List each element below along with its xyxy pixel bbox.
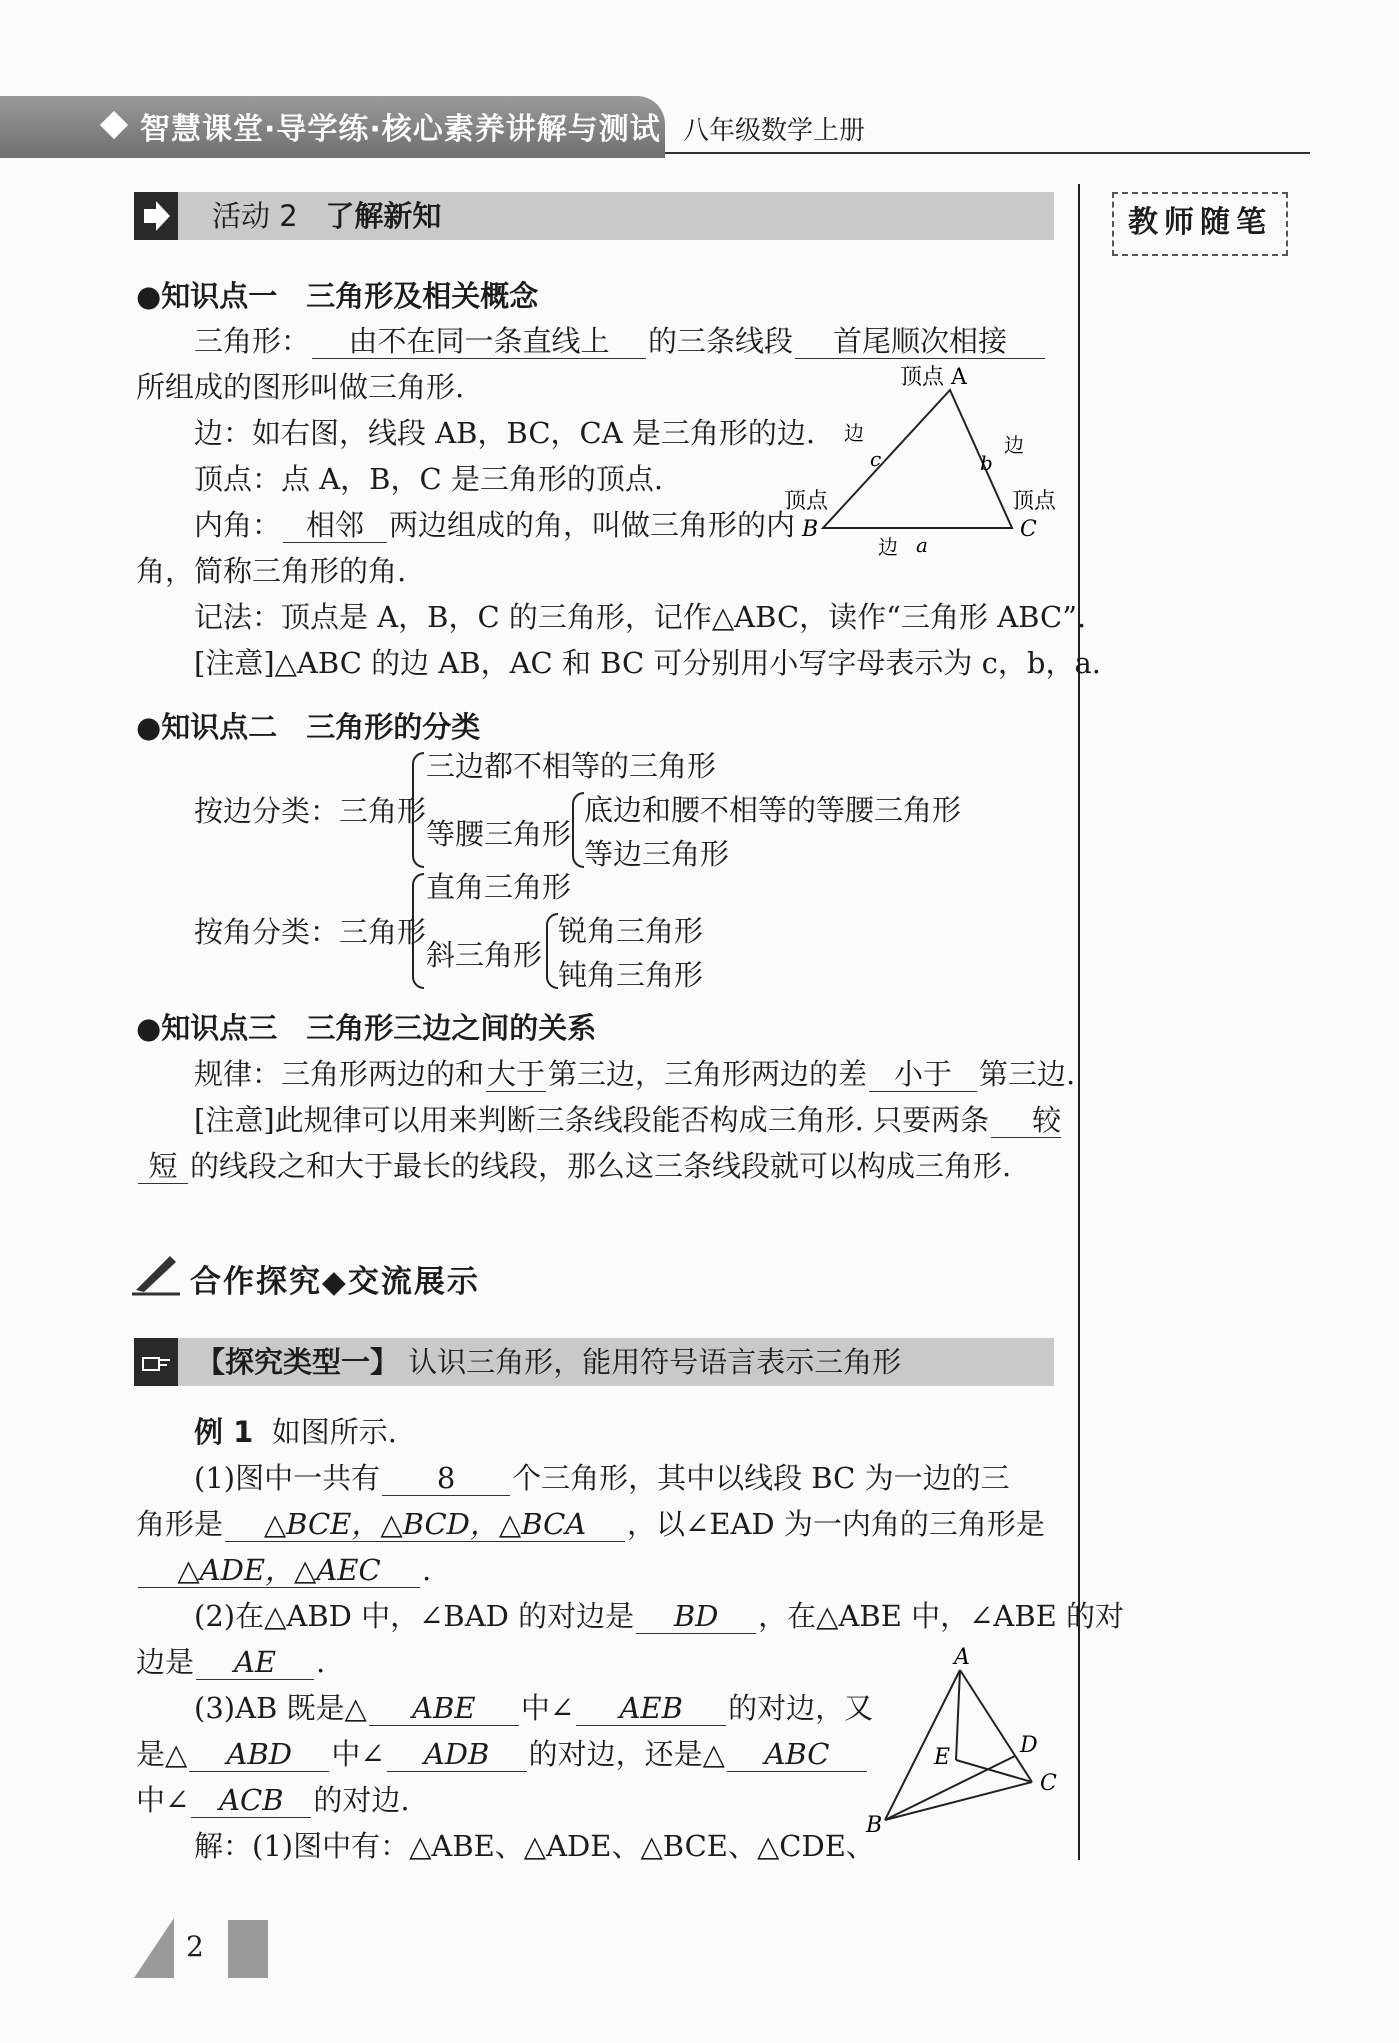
point-b-label: B [866,1813,883,1838]
q-text: 中∠ [136,1783,190,1817]
activity-label: 活动 2 [212,199,298,233]
answer-blank: AEB [576,1691,726,1726]
answer-blank: AE [196,1645,314,1680]
answer-blank: 相邻 [283,508,387,543]
answer-blank: 短 [138,1149,188,1184]
vertex-c-label: C [1020,517,1037,542]
activity-title: 了解新知 [325,199,442,233]
q-text: 的对边，还是△ [528,1737,725,1771]
header-rule [665,152,1310,154]
pen-icon [132,1252,180,1296]
angle-text: 两边组成的角，叫做三角形的内 [389,508,796,542]
kp3-rule [194,1054,1075,1094]
answer-blank: 由不在同一条直线上 [312,324,646,359]
q-text: 的对边. [313,1783,410,1817]
kp1-edge: 边：如右图，线段 AB，BC，CA 是三角形的边. [194,416,816,450]
answer-blank: 较 [991,1103,1061,1138]
page-number: 2 [186,1930,204,1963]
vertex-c-caption: 顶点 [1012,489,1057,514]
period: . [316,1645,326,1679]
explore-title: 认识三角形，能用符号语言表示三角形 [408,1345,902,1379]
kp1-note: [注意]△ABC 的边 AB，AC 和 BC 可分别用小写字母表示为 c，b，a. [194,646,1101,680]
by-angle-label: 按角分类：三角形 [194,915,427,949]
kp3-note [194,1100,1063,1140]
answer-blank: ADB [387,1737,527,1772]
q-text: 个三角形，其中以线段 BC 为一边的三 [512,1461,1010,1495]
answer-blank: ABD [189,1737,329,1772]
brace [412,873,424,989]
q-text: (3)AB 既是△ [194,1691,367,1725]
answer-blank: 大于 [487,1057,546,1091]
q-text: 的对边，又 [728,1691,874,1725]
q-text: 边是 [136,1645,195,1679]
arrow-icon [134,192,178,240]
class-iso-non-equilateral: 底边和腰不相等的等腰三角形 [584,793,962,827]
angle-label: 内角： [194,508,282,542]
answer-blank: △BCE，△BCD，△BCA [225,1507,625,1542]
answer-blank: 小于 [869,1057,977,1092]
edge-b-letter: b [980,451,993,475]
point-e-label: E [934,1745,951,1770]
page-tab [228,1920,268,1978]
rule-text: 规律：三角形两边的和 [194,1057,485,1091]
explore-label: 【探究类型一】 [196,1345,400,1379]
triangle-figure [770,360,1070,560]
vertex-a-label: 顶点 A [900,365,967,390]
q-text: 角形是 [136,1507,224,1541]
point-c-label: C [1040,1771,1057,1796]
q1-line1 [194,1458,1010,1498]
teacher-notes-box: 教师随笔 [1112,192,1288,256]
pointing-hand-icon [134,1338,178,1386]
edge-b-caption: 边 [1004,433,1024,457]
answer-blank: ABC [727,1737,867,1772]
q-text: 中∠ [520,1691,575,1725]
example-title: 例 1 [194,1415,254,1449]
class-oblique: 斜三角形 [426,938,543,972]
answer-blank: ACB [191,1783,311,1818]
kp3-note-end [136,1146,1011,1186]
q-text: (1)图中一共有 [194,1461,381,1495]
class-right: 直角三角形 [426,870,572,904]
vertex-b-caption: 顶点 [784,489,829,514]
brace [546,913,558,989]
rule-text: 第三边. [979,1057,1076,1091]
example-intro: 如图所示. [271,1415,397,1449]
q-text: ，在△ABE 中，∠ABE 的对 [758,1599,1125,1633]
kp1-vertex: 顶点：点 A，B，C 是三角形的顶点. [194,462,664,496]
class-acute: 锐角三角形 [558,914,704,948]
corner-wedge [134,1918,174,1978]
brace [572,792,584,868]
q-text: ，以∠EAD 为一内角的三角形是 [627,1507,1045,1541]
q-text: (2)在△ABD 中，∠BAD 的对边是 [194,1599,635,1633]
point-d-label: D [1020,1733,1038,1758]
def-label: 三角形： [194,324,311,358]
class-scalene: 三边都不相等的三角形 [426,749,717,783]
answer-blank: BD [636,1599,756,1634]
brace [412,752,424,868]
q1-line2 [136,1504,1045,1544]
kp1-heading: ●知识点一 三角形及相关概念 [136,279,539,313]
kp1-angle [194,505,795,545]
class-equilateral: 等边三角形 [584,837,730,871]
q2-line1 [194,1596,1124,1636]
by-side-label: 按边分类：三角形 [194,794,427,828]
vertex-b-label: B [802,517,819,542]
note-text: [注意]此规律可以用来判断三条线段能否构成三角形. 只要两条 [194,1103,990,1137]
rule-text: 第三边，三角形两边的差 [548,1057,868,1091]
q3-line2 [136,1734,869,1774]
subject-label: 八年级数学上册 [683,116,866,146]
period: . [422,1553,432,1587]
kp3-heading: ●知识点三 三角形三边之间的关系 [136,1011,597,1045]
kp1-definition [194,321,1047,361]
def-text: 的三条线段 [648,324,794,358]
answer-blank: 首尾顺次相接 [795,324,1045,359]
solution-line: 解：(1)图中有：△ABE、△ADE、△BCE、△CDE、 [194,1829,875,1863]
edge-c-caption: 边 [844,421,864,445]
class-obtuse: 钝角三角形 [558,958,704,992]
kp1-angle-end: 角，简称三角形的角. [136,554,407,588]
explore-heading [196,1342,901,1382]
example-figure [860,1640,1070,1840]
q1-line3 [136,1550,431,1590]
example-heading [194,1412,397,1452]
answer-blank: 8 [382,1461,510,1496]
answer-blank: ABE [369,1691,519,1726]
q-text: 是△ [136,1737,188,1771]
kp1-def-end: 所组成的图形叫做三角形. [136,370,465,404]
edge-c-letter: c [870,447,882,471]
kp1-notation: 记法：顶点是 A，B，C 的三角形，记作△ABC，读作“三角形 ABC”. [194,600,1087,634]
q2-line2 [136,1642,325,1682]
edge-a-caption: 边 [878,535,898,559]
activity-heading [212,196,441,236]
kp2-heading: ●知识点二 三角形的分类 [136,710,481,744]
q3-line3 [136,1780,410,1820]
q3-line1 [194,1688,873,1728]
class-isosceles: 等腰三角形 [426,817,572,851]
point-a-label: A [954,1645,970,1670]
answer-blank: △ADE，△AEC [138,1553,420,1588]
book-title: 智慧课堂·导学练·核心素养讲解与测试 [140,112,661,147]
section-title: 合作探究◆交流展示 [190,1264,480,1300]
edge-a-letter: a [916,533,928,557]
note-text: 的线段之和大于最长的线段，那么这三条线段就可以构成三角形. [190,1149,1012,1183]
q-text: 中∠ [331,1737,385,1771]
